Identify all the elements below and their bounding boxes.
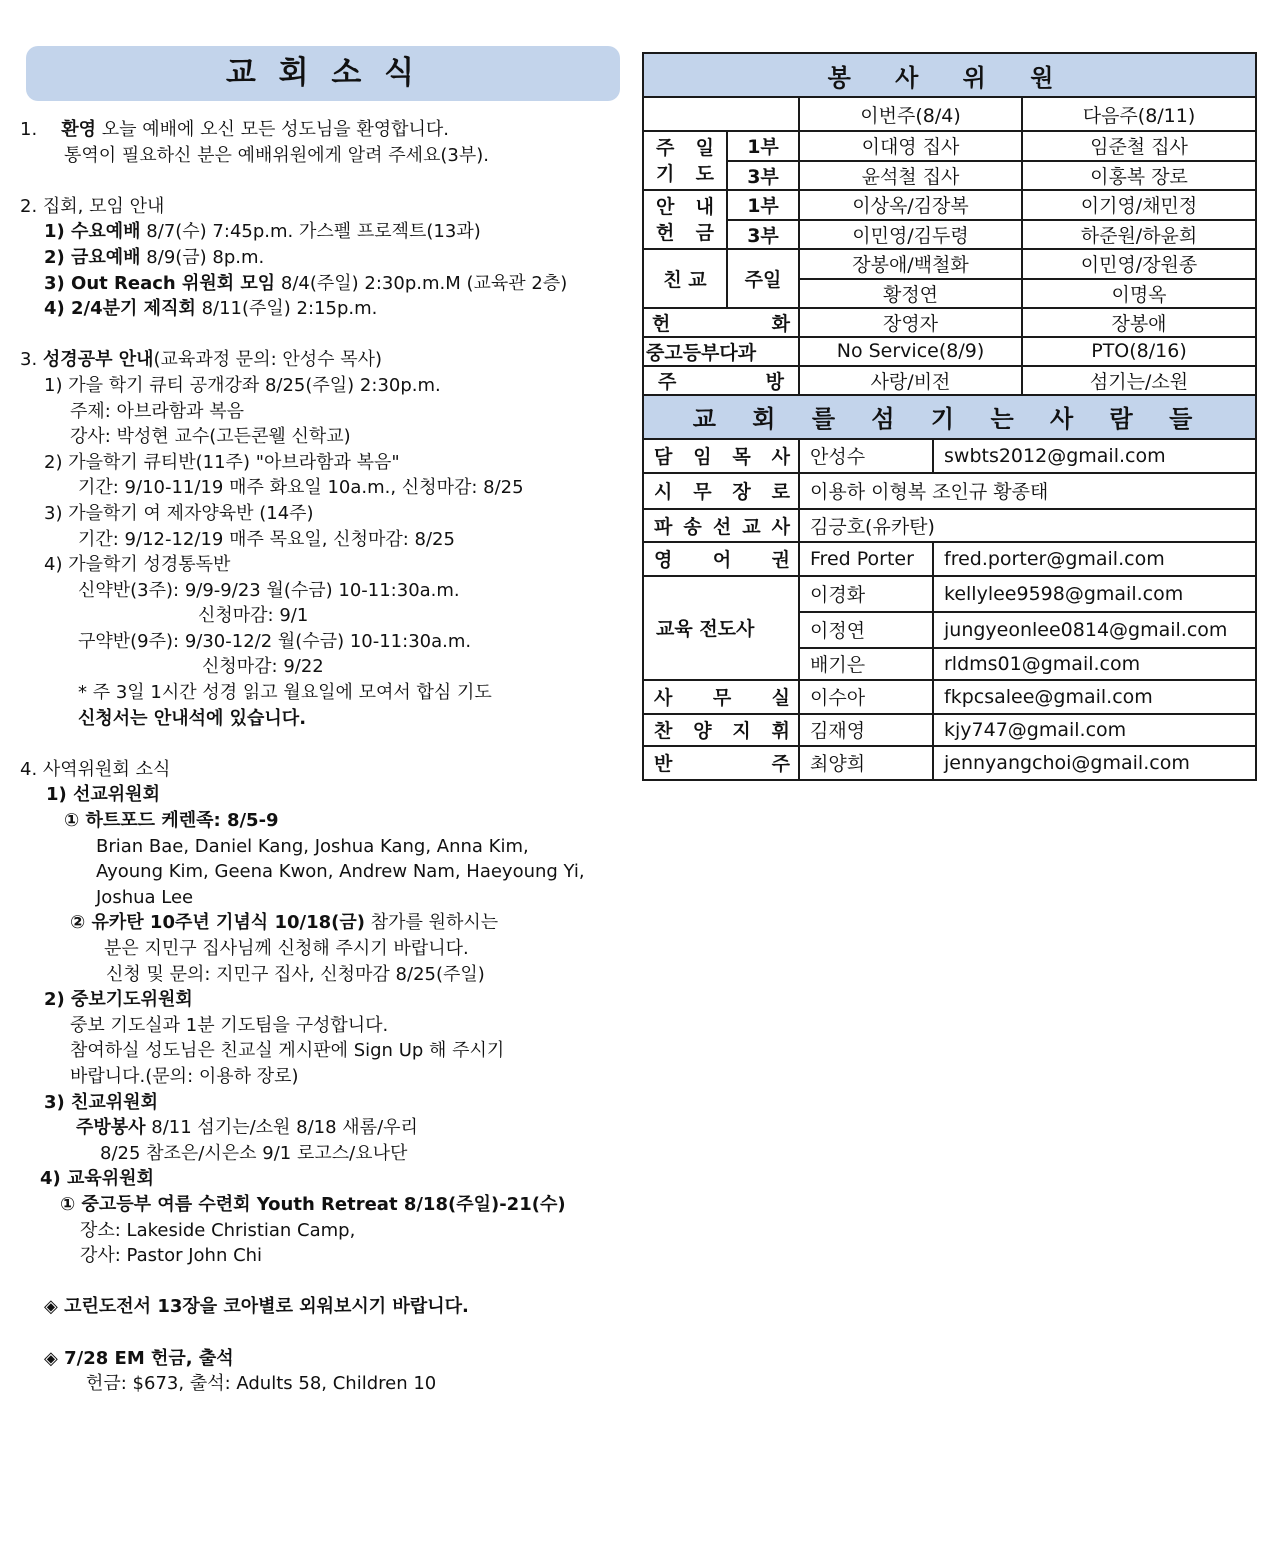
bible-study-line: 4) 가을학기 성경통독반 <box>44 554 231 576</box>
service-cell: 임준철 집사 <box>1022 131 1256 161</box>
first-service-label: 1부 <box>727 131 799 161</box>
bible-study-line: 주제: 아브라함과 복음 <box>70 400 244 422</box>
service-cell: 사랑/비전 <box>799 366 1022 395</box>
ministry-line: 1) 선교위원회 <box>46 784 160 806</box>
ministry-line: ① 중고등부 여름 수련회 Youth Retreat 8/18(주일)-21(수) <box>60 1193 566 1215</box>
third-service-label: 3부 <box>727 161 799 191</box>
fellowship-label: 친 교 <box>643 249 727 308</box>
meetings-heading: 2. 집회, 모임 안내 <box>20 195 165 217</box>
staff-label: 담 임 목 사 <box>643 439 799 473</box>
bible-study-line: 신약반(3주): 9/9-9/23 월(수금) 10-11:30a.m. <box>78 579 460 601</box>
ministry-line: ② 유카탄 10주년 기념식 10/18(금) 참가를 원하시는 <box>70 912 499 934</box>
meeting-item: 1) 수요예배 8/7(수) 7:45p.m. 가스펠 프로젝트(13과) <box>44 221 481 243</box>
staff-name: 이경화 <box>799 576 933 612</box>
third-service-label: 3부 <box>727 220 799 250</box>
church-news-body <box>20 117 630 1397</box>
kitchen-label: 주 방 <box>643 366 799 395</box>
church-news-title: 교 회 소 식 <box>26 46 620 101</box>
bible-study-line: 3) 가을학기 여 제자양육반 (14주) <box>44 502 314 524</box>
ministry-line: 2) 중보기도위원회 <box>44 989 193 1011</box>
bible-study-line: 1) 가을 학기 큐티 공개강좌 8/25(주일) 2:30p.m. <box>44 374 441 396</box>
staff-email: kjy747@gmail.com <box>933 714 1256 746</box>
bible-study-line: 신청마감: 9/1 <box>198 605 309 627</box>
notice-memorize: ◈ 고린도전서 13장을 코아별로 외워보시기 바랍니다. <box>44 1296 469 1318</box>
staff-label: 시 무 장 로 <box>643 473 799 509</box>
staff-email: jennyangchoi@gmail.com <box>933 746 1256 780</box>
flower-label: 헌 화 <box>643 308 799 337</box>
sunday-prayer-label: 주 일 기 도 <box>643 131 727 190</box>
service-cell: 장봉애 <box>1022 308 1256 337</box>
ministry-line: 바랍니다.(문의: 이용하 장로) <box>70 1065 299 1087</box>
bible-study-line: 신청서는 안내석에 있습니다. <box>78 707 307 729</box>
service-committee-table <box>642 52 1257 396</box>
first-service-label: 1부 <box>727 190 799 220</box>
ministry-line: Brian Bae, Daniel Kang, Joshua Kang, Anna Kim, <box>96 835 529 857</box>
service-cell: 이홍복 장로 <box>1022 161 1256 191</box>
service-cell: 장영자 <box>799 308 1022 337</box>
service-cell: 하준원/하윤희 <box>1022 220 1256 250</box>
ministry-line: 4) 교육위원회 <box>40 1168 154 1190</box>
meeting-item: 2) 금요예배 8/9(금) 8p.m. <box>44 246 265 268</box>
staff-email: swbts2012@gmail.com <box>933 439 1256 473</box>
staff-name: 이수아 <box>799 680 933 714</box>
service-cell: 이대영 집사 <box>799 131 1022 161</box>
service-cell: 황정연 <box>799 279 1022 308</box>
missionary-name: 김긍호(유카탄) <box>799 509 1256 542</box>
notice-em-offering: ◈ 7/28 EM 헌금, 출석 <box>44 1347 234 1369</box>
ministry-line: Ayoung Kim, Geena Kwon, Andrew Nam, Haeyoung Yi, <box>96 861 585 883</box>
staff-name: 최양희 <box>799 746 933 780</box>
staff-name: 안성수 <box>799 439 933 473</box>
staff-email: kellylee9598@gmail.com <box>933 576 1256 612</box>
church-staff-table <box>642 394 1257 781</box>
tables-column <box>642 52 1255 781</box>
staff-email: jungyeonlee0814@gmail.com <box>933 612 1256 648</box>
staff-name: 이정연 <box>799 612 933 648</box>
service-committee-title: 봉 사 위 원 <box>643 53 1256 97</box>
ministry-line: 분은 지민구 집사님께 신청해 주시기 바랍니다. <box>104 938 469 959</box>
this-week-header: 이번주(8/4) <box>799 97 1022 131</box>
bible-study-line: 구약반(9주): 9/30-12/2 월(수금) 10-11:30a.m. <box>78 630 472 652</box>
bible-study-line: 기간: 9/10-11/19 매주 화요일 10a.m., 신청마감: 8/25 <box>78 477 524 499</box>
ministry-line: ① 하트포드 케렌족: 8/5-9 <box>64 810 279 832</box>
staff-label: 찬 양 지 휘 <box>643 714 799 746</box>
service-cell: 윤석철 집사 <box>799 161 1022 191</box>
service-cell: 섬기는/소원 <box>1022 366 1256 395</box>
bible-study-line: 신청마감: 9/22 <box>202 656 324 678</box>
service-cell: 이상옥/김장복 <box>799 190 1022 220</box>
bible-study-line: 기간: 9/12-12/19 매주 목요일, 신청마감: 8/25 <box>78 528 455 550</box>
elders-names: 이용하 이형복 조인규 황종태 <box>799 473 1256 509</box>
service-cell: 이민영/김두령 <box>799 220 1022 250</box>
staff-name: Fred Porter <box>799 542 933 576</box>
service-cell: 이기영/채민정 <box>1022 190 1256 220</box>
meeting-item: 3) Out Reach 위원회 모임 8/4(주일) 2:30p.m.M (교육관 2층) <box>44 272 568 294</box>
bible-study-heading: 3. 성경공부 안내(교육과정 문의: 안성수 목사) <box>20 349 383 371</box>
service-cell: PTO(8/16) <box>1022 337 1256 366</box>
welcome-line-2: 통역이 필요하신 분은 예배위원에게 알려 주세요(3부). <box>64 144 489 166</box>
ministry-line: 3) 친교위원회 <box>44 1091 158 1113</box>
ministry-heading: 4. 사역위원회 소식 <box>20 758 171 780</box>
service-cell: 장봉애/백철화 <box>799 249 1022 279</box>
bible-study-line: 강사: 박성현 교수(고든콘웰 신학교) <box>70 426 351 448</box>
edu-evangelist-label: 교육 전도사 <box>643 576 799 680</box>
ministry-line: 중보 기도실과 1분 기도팀을 구성합니다. <box>70 1014 389 1036</box>
ministry-line: 강사: Pastor John Chi <box>80 1245 263 1267</box>
welcome-line: 1. 환영 오늘 예배에 오신 모든 성도님을 환영합니다. <box>20 119 450 140</box>
staff-label: 영 어 권 <box>643 542 799 576</box>
staff-email: fkpcsalee@gmail.com <box>933 680 1256 714</box>
staff-label: 반 주 <box>643 746 799 780</box>
sunday-label: 주일 <box>727 249 799 308</box>
notice-em-offering-detail: 헌금: $673, 출석: Adults 58, Children 10 <box>86 1373 437 1395</box>
staff-email: fred.porter@gmail.com <box>933 542 1256 576</box>
church-news-column <box>20 46 630 1397</box>
service-cell: No Service(8/9) <box>799 337 1022 366</box>
ministry-line: 장소: Lakeside Christian Camp, <box>80 1219 356 1241</box>
staff-name: 배기은 <box>799 648 933 680</box>
ministry-line: Joshua Lee <box>96 886 194 908</box>
ministry-line: 주방봉사 8/11 섬기는/소원 8/18 새롬/우리 <box>76 1117 418 1139</box>
ministry-line: 참여하실 성도님은 친교실 게시판에 Sign Up 해 주시기 <box>70 1040 505 1062</box>
ministry-line: 신청 및 문의: 지민구 집사, 신청마감 8/25(주일) <box>106 963 485 985</box>
staff-label: 파 송 선 교 사 <box>643 509 799 542</box>
ministry-line: 8/25 참조은/시은소 9/1 로고스/요나단 <box>100 1142 408 1164</box>
youth-snack-label: 중고등부다과 <box>643 337 799 366</box>
staff-label: 사 무 실 <box>643 680 799 714</box>
meeting-item: 4) 2/4분기 제직회 8/11(주일) 2:15p.m. <box>44 298 378 320</box>
staff-email: rldms01@gmail.com <box>933 648 1256 680</box>
service-cell: 이민영/장원종 <box>1022 249 1256 279</box>
bible-study-line: 2) 가을학기 큐티반(11주) "아브라함과 복음" <box>44 451 400 473</box>
usher-offering-label: 안 내 헌 금 <box>643 190 727 249</box>
church-staff-title: 교 회 를 섬 기 는 사 람 들 <box>643 395 1256 439</box>
next-week-header: 다음주(8/11) <box>1022 97 1256 131</box>
bible-study-line: * 주 3일 1시간 성경 읽고 월요일에 모여서 합심 기도 <box>78 682 492 704</box>
service-cell: 이명옥 <box>1022 279 1256 308</box>
staff-name: 김재영 <box>799 714 933 746</box>
